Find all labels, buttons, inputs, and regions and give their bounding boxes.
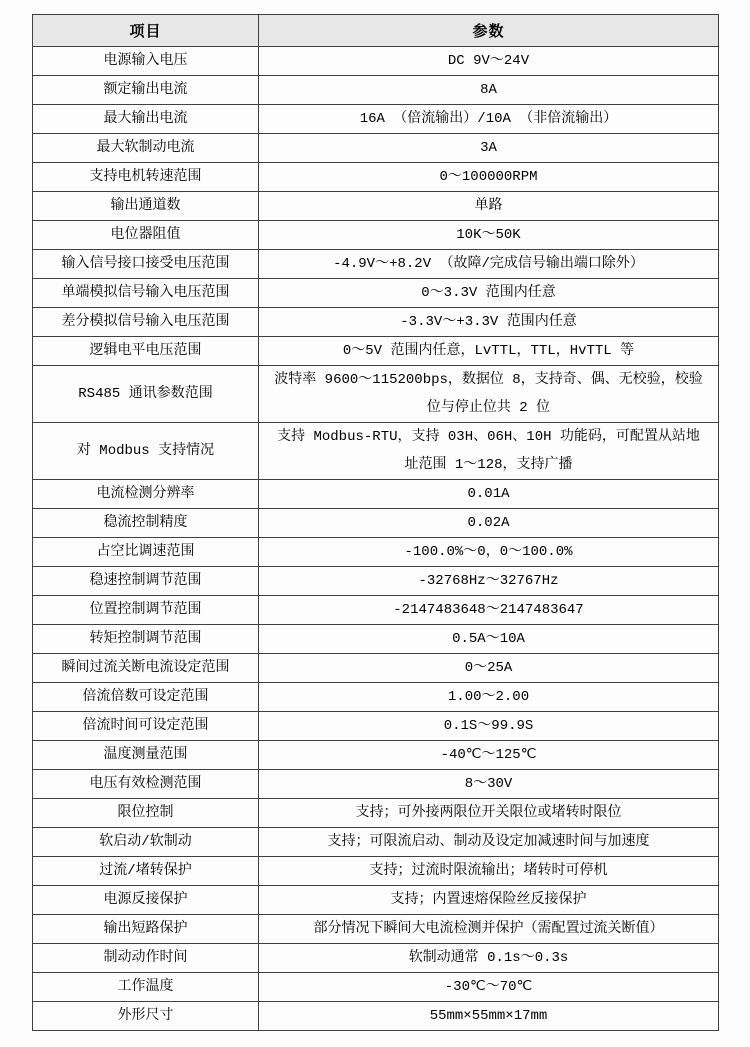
item-cell: 对 Modbus 支持情况 [33,423,259,480]
header-cell-item: 项目 [33,15,259,47]
table-row [33,192,719,221]
table-row [33,944,719,973]
item-cell: 输出短路保护 [33,915,259,944]
table-row [33,625,719,654]
param-cell: 16A （倍流输出）/10A （非倍流输出） [259,105,719,134]
table-row [33,366,719,423]
item-cell: 转矩控制调节范围 [33,625,259,654]
item-cell: 电压有效检测范围 [33,770,259,799]
param-cell: 部分情况下瞬间大电流检测并保护（需配置过流关断值） [259,915,719,944]
param-cell: 0～5V 范围内任意，LvTTL，TTL，HvTTL 等 [259,337,719,366]
param-cell: 0.02A [259,509,719,538]
param-cell: 55mm×55mm×17mm [259,1002,719,1031]
header-cell-param: 参数 [259,15,719,47]
table-row [33,538,719,567]
table-row [33,105,719,134]
item-cell: 电位器阻值 [33,221,259,250]
item-cell: 最大输出电流 [33,105,259,134]
table-row [33,480,719,509]
table-row [33,886,719,915]
table-row [33,337,719,366]
spec-table-header [33,15,719,47]
param-cell: -2147483648～2147483647 [259,596,719,625]
item-cell: 位置控制调节范围 [33,596,259,625]
item-cell: 支持电机转速范围 [33,163,259,192]
param-cell: 波特率 9600～115200bps，数据位 8，支持奇、偶、无校验，校验位与停止位共 2 位 [259,366,719,423]
item-cell: 工作温度 [33,973,259,1002]
table-row [33,712,719,741]
item-cell: 温度测量范围 [33,741,259,770]
item-cell: 占空比调速范围 [33,538,259,567]
item-cell: 输入信号接口接受电压范围 [33,250,259,279]
item-cell: 倍流倍数可设定范围 [33,683,259,712]
item-cell: 稳流控制精度 [33,509,259,538]
table-row [33,973,719,1002]
param-cell: 0.1S～99.9S [259,712,719,741]
param-cell: -4.9V～+8.2V （故障/完成信号输出端口除外） [259,250,719,279]
param-cell: 软制动通常 0.1s～0.3s [259,944,719,973]
table-row [33,770,719,799]
item-cell: 逻辑电平电压范围 [33,337,259,366]
item-cell: 倍流时间可设定范围 [33,712,259,741]
param-cell: 0～3.3V 范围内任意 [259,279,719,308]
table-row [33,857,719,886]
item-cell: 稳速控制调节范围 [33,567,259,596]
table-row [33,1002,719,1031]
table-row [33,683,719,712]
item-cell: 输出通道数 [33,192,259,221]
param-cell: 0.01A [259,480,719,509]
item-cell: 差分模拟信号输入电压范围 [33,308,259,337]
param-cell: -32768Hz～32767Hz [259,567,719,596]
param-cell: 0～100000RPM [259,163,719,192]
param-cell: 10K～50K [259,221,719,250]
table-row [33,596,719,625]
param-cell: 支持；内置速熔保险丝反接保护 [259,886,719,915]
param-cell: DC 9V～24V [259,47,719,76]
item-cell: 瞬间过流关断电流设定范围 [33,654,259,683]
table-row [33,828,719,857]
table-row [33,799,719,828]
spec-table [32,14,719,1031]
param-cell: 0～25A [259,654,719,683]
param-cell: 0.5A～10A [259,625,719,654]
table-row [33,221,719,250]
param-cell: -100.0%～0，0～100.0% [259,538,719,567]
param-cell: 支持；可限流启动、制动及设定加减速时间与加速度 [259,828,719,857]
param-cell: 支持；可外接两限位开关限位或堵转时限位 [259,799,719,828]
item-cell: 电流检测分辨率 [33,480,259,509]
table-row [33,250,719,279]
param-cell: -30℃～70℃ [259,973,719,1002]
table-row [33,279,719,308]
param-cell: 3A [259,134,719,163]
param-cell: 单路 [259,192,719,221]
item-cell: 额定输出电流 [33,76,259,105]
param-cell: 支持；过流时限流输出；堵转时可停机 [259,857,719,886]
param-cell: 1.00～2.00 [259,683,719,712]
table-row [33,76,719,105]
item-cell: 软启动/软制动 [33,828,259,857]
item-cell: 制动动作时间 [33,944,259,973]
param-cell: 8～30V [259,770,719,799]
table-row [33,509,719,538]
item-cell: 单端模拟信号输入电压范围 [33,279,259,308]
table-row [33,915,719,944]
item-cell: 电源输入电压 [33,47,259,76]
item-cell: 最大软制动电流 [33,134,259,163]
param-cell: 8A [259,76,719,105]
param-cell: -40℃～125℃ [259,741,719,770]
item-cell: 电源反接保护 [33,886,259,915]
item-cell: 过流/堵转保护 [33,857,259,886]
item-cell: 外形尺寸 [33,1002,259,1031]
table-row [33,654,719,683]
table-row [33,423,719,480]
spec-table-body [33,47,719,1031]
param-cell: 支持 Modbus-RTU，支持 03H、06H、10H 功能码，可配置从站地址范围 1～128，支持广播 [259,423,719,480]
item-cell: 限位控制 [33,799,259,828]
param-cell: -3.3V～+3.3V 范围内任意 [259,308,719,337]
table-row [33,163,719,192]
table-row [33,567,719,596]
table-row [33,47,719,76]
table-row [33,741,719,770]
table-row [33,308,719,337]
table-row [33,134,719,163]
header-row [33,15,719,47]
item-cell: RS485 通讯参数范围 [33,366,259,423]
